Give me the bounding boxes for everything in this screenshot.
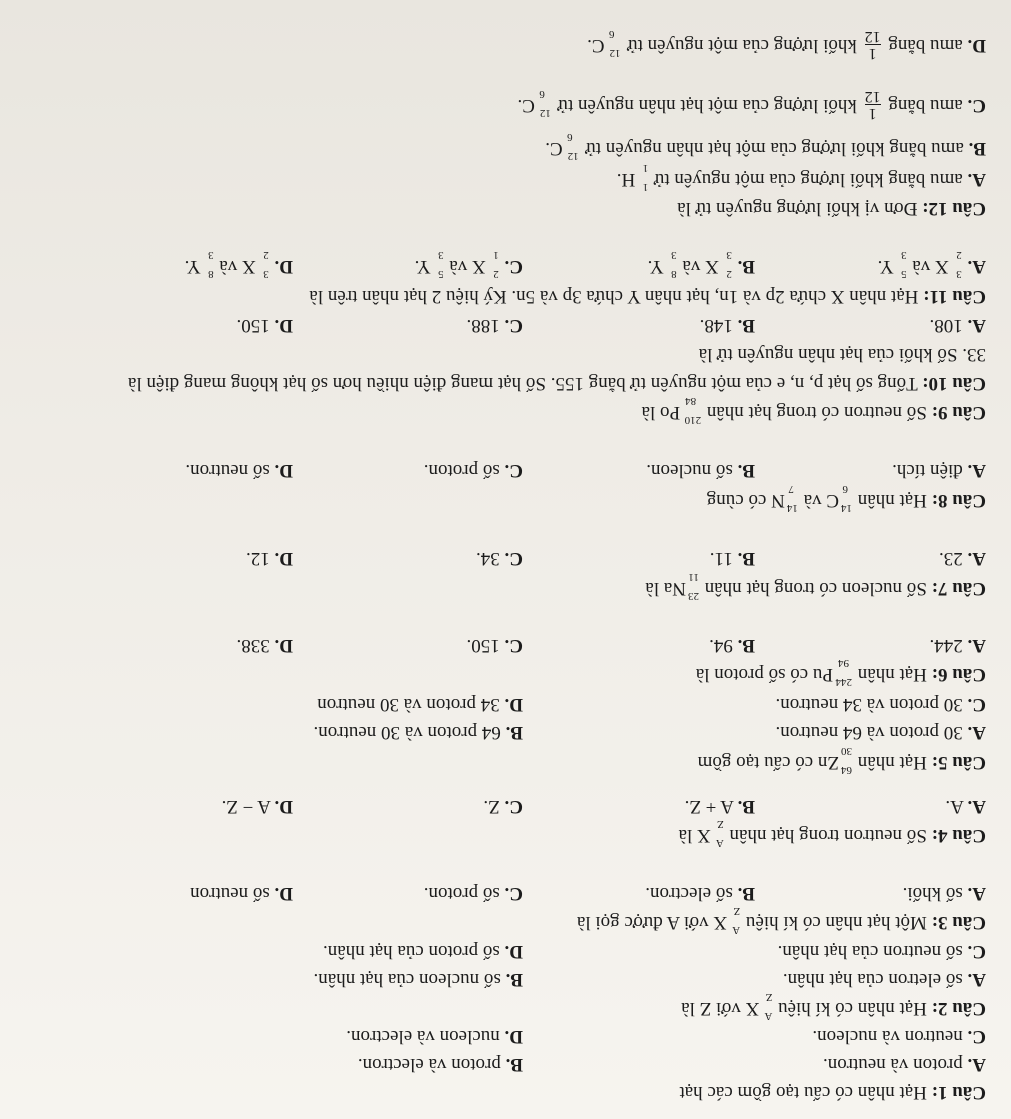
question-7: Câu 7: Số nucleon có trong hạt nhân 23 11 Na là — [645, 571, 986, 602]
question-1: Câu 1: Hạt nhân có cấu tạo gồm các hạt — [679, 1082, 986, 1103]
q8-option-d: D. số neutron. — [185, 460, 293, 481]
q11-option-d: D. 3 2 X và 8 3 Y. — [184, 249, 293, 280]
question-5: Câu 5: Hạt nhân 64 30 Zn có cấu tạo gồm — [697, 745, 986, 776]
q11-option-a: A. 3 2 X và 5 3 Y. — [877, 249, 986, 280]
q8-option-b: B. số nucleon. — [646, 460, 755, 481]
q4-option-d: D. A − Z. — [221, 796, 293, 817]
q12-option-d: D. amu bằng 1 12 khối lượng của một nguyên tử 12 6 C. — [587, 27, 986, 62]
q1-option-b: B. proton và electron. — [357, 1054, 523, 1075]
question-3: Câu 3: Một hạt nhân có kí hiệu A Z X với A được gọi là — [576, 905, 986, 936]
q2-option-c: C. số neutron của hạt nhân. — [777, 941, 986, 962]
q10-option-d: D. 150. — [236, 315, 293, 336]
q11-option-c: C. 2 1 X và 5 3 Y. — [414, 249, 523, 280]
q6-option-a: A. 244. — [929, 635, 986, 656]
q4-option-a: A. A. — [945, 796, 986, 817]
q3-option-a: A. số khối. — [902, 883, 986, 904]
q7-option-c: C. 34. — [476, 548, 523, 569]
q12-option-a: A. amu bằng khối lượng của một nguyên tử 1 1 H. — [616, 162, 986, 193]
q12-option-c: C. amu bằng 1 12 khối lượng của một hạt nhân nguyên tử 12 6 C. — [517, 87, 986, 122]
q6-option-b: B. 94. — [709, 635, 755, 656]
q5-option-d: D. 34 proton và 30 neutron — [317, 694, 523, 715]
q8-option-a: A. điện tích. — [892, 460, 986, 481]
q2-option-a: A. số eletron của hạt nhân. — [782, 969, 986, 990]
q7-option-b: B. 11. — [709, 548, 755, 569]
q10-option-b: B. 148. — [699, 315, 755, 336]
q1-option-a: A. proton và neutron. — [822, 1054, 986, 1075]
q6-option-c: C. 150. — [466, 635, 523, 656]
q4-option-c: C. Z. — [483, 796, 523, 817]
q3-option-d: D. số neutron — [190, 883, 293, 904]
q12-option-b: B. amu bằng khối lượng của một hạt nhân nguyên tử 12 6 C. — [545, 131, 986, 162]
question-11: Câu 11: Hạt nhân X chứa 2p và 1n, hạt nhân Y chứa 3p và 5n. Ký hiệu 2 hạt nhân trên là — [309, 286, 986, 307]
q5-option-b: B. 64 proton và 30 neutron. — [313, 722, 523, 743]
q7-option-d: D. 12. — [246, 548, 293, 569]
q6-option-d: D. 338. — [236, 635, 293, 656]
q3-option-b: B. số electron. — [645, 883, 755, 904]
question-12: Câu 12: Đơn vị khối lượng nguyên tử là — [677, 198, 986, 219]
q5-option-a: A. 30 proton và 64 neutron. — [775, 722, 986, 743]
question-10-line-2: 33. Số khối của hạt nhân nguyên tử là — [698, 344, 986, 365]
q4-option-b: B. A + Z. — [684, 796, 755, 817]
q10-option-a: A. 108. — [929, 315, 986, 336]
q2-option-b: B. số nucleon của hạt nhân. — [313, 969, 523, 990]
q8-option-c: C. số proton. — [423, 460, 523, 481]
q1-option-d: D. nucleon và electron. — [346, 1026, 523, 1047]
q5-option-c: C. 30 proton và 34 neutron. — [775, 694, 986, 715]
q10-option-c: C. 188. — [466, 315, 523, 336]
question-10: Câu 10: Tổng số hạt p, n, e của một nguyên tử bằng 155. Số hạt mang điện nhiều hơn số hạt không mang điện là — [127, 373, 986, 394]
q11-option-b: B. 2 3 X và 8 3 Y. — [647, 249, 755, 280]
question-6: Câu 6: Hạt nhân 244 94 Pu có số proton là — [695, 657, 986, 688]
q2-option-d: D. số proton của hạt nhân. — [323, 941, 523, 962]
q7-option-a: A. 23. — [939, 548, 986, 569]
q3-option-c: C. số proton. — [423, 883, 523, 904]
question-9: Câu 9: Số neutron có trong hạt nhân 210 84 Po là — [641, 395, 986, 426]
question-8: Câu 8: Hạt nhân 14 6 C và 14 7 N có cùng — [706, 483, 986, 514]
q1-option-c: C. neutron và nucleon. — [812, 1026, 986, 1047]
question-2: Câu 2: Hạt nhân có kí hiệu A Z X với Z là — [681, 991, 986, 1022]
question-4: Câu 4: Số neutron trong hạt nhân A Z X là — [678, 818, 986, 849]
